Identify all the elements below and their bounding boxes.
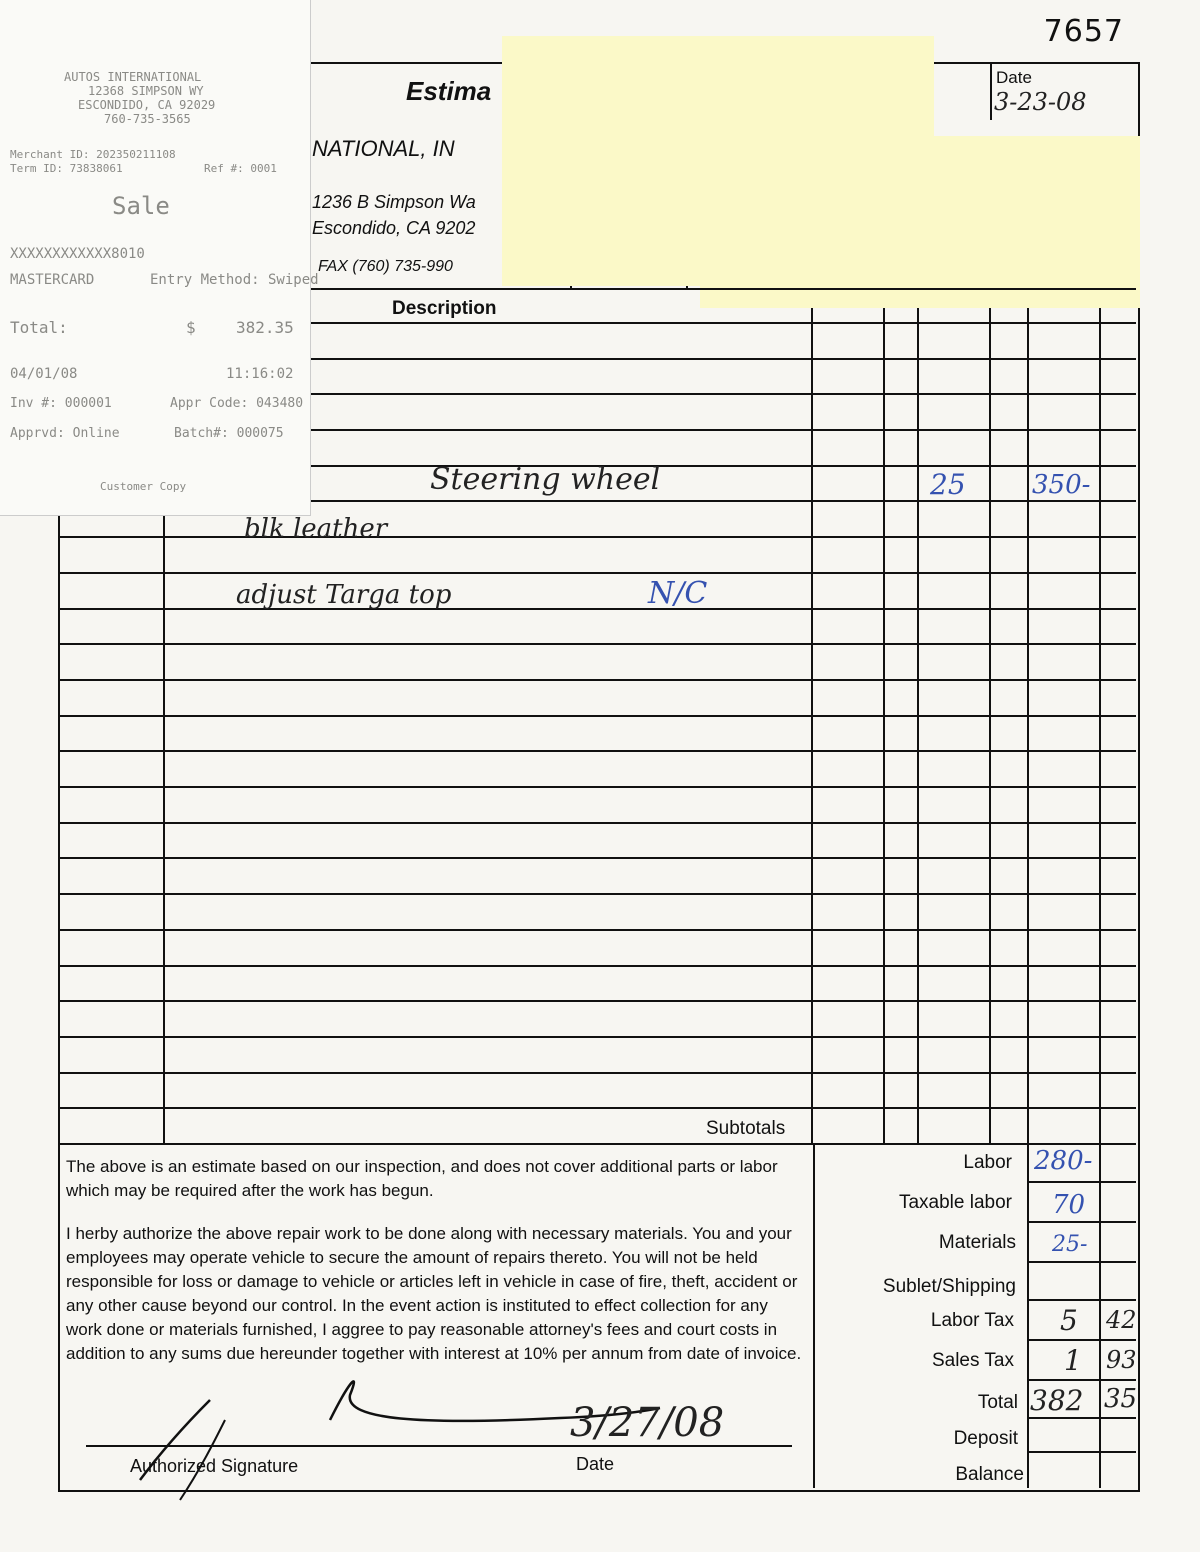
receipt-total-currency: $ — [186, 318, 196, 337]
receipt-entry-method: Entry Method: Swiped — [150, 272, 319, 288]
receipt-merchant-id: Merchant ID: 202350211108 — [10, 148, 176, 161]
receipt-merchant-line1: AUTOS INTERNATIONAL — [64, 70, 202, 84]
authorized-signature-label: Authorized Signature — [130, 1456, 299, 1476]
receipt-sale-type: Sale — [112, 192, 170, 220]
totals-materials-label: Materials — [938, 1232, 1016, 1253]
line-item-materials: 25 — [930, 468, 966, 501]
line-item-description: Steering wheel — [430, 462, 661, 497]
terms-paragraph-authorization: I herby authorize the above repair work to be done along with necessary materials. You and your employees may operate vehicle to secure the amount of repairs thereto. You will not be held responsible for loss or damage to vehicle or articles left in vehicle in case of fire, theft, accident or any other cause beyond our control. In the event action is instituted to effect collection for any work done or materials furnished, I aggree to pay reasonable attorney's fees and court costs in addition to any sums due hereunder together with interest at 10% per annum from date of invoice. — [66, 1224, 802, 1363]
receipt-approved: Apprvd: Online — [10, 426, 120, 441]
receipt-card-number: XXXXXXXXXXXX8010 — [10, 246, 145, 262]
receipt-invoice: Inv #: 000001 — [10, 396, 112, 411]
totals-taxable-labor-label: Taxable labor — [898, 1192, 1012, 1213]
form-serial-number: 7657 — [1043, 14, 1124, 49]
line-item-description: adjust Targa top — [236, 580, 452, 610]
totals-materials-value: 25- — [1052, 1232, 1088, 1257]
company-name: NATIONAL, IN — [312, 136, 455, 161]
receipt-term-id: Term ID: 73838061 — [10, 162, 123, 175]
totals-labor-value: 280- — [1034, 1146, 1093, 1176]
description-header: Description — [392, 298, 497, 319]
receipt-approval-code: Appr Code: 043480 — [170, 396, 304, 411]
line-item-note: N/C — [648, 576, 708, 611]
receipt-total-amount: 382.35 — [236, 318, 294, 337]
date-value: 3-23-08 — [994, 88, 1087, 116]
totals-balance-label: Balance — [955, 1464, 1024, 1485]
totals-labor-tax-dollars: 5 — [1060, 1304, 1078, 1337]
totals-total-cents: 35 — [1104, 1384, 1138, 1414]
totals-labor-tax-label: Labor Tax — [930, 1310, 1014, 1331]
totals-total-dollars: 382 — [1030, 1384, 1084, 1417]
totals-sales-tax-label: Sales Tax — [931, 1350, 1014, 1371]
totals-labor-tax-cents: 42 — [1106, 1306, 1137, 1334]
receipt-batch: Batch#: 000075 — [174, 426, 284, 441]
totals-deposit-label: Deposit — [953, 1428, 1018, 1449]
receipt-merchant-line2: 12368 SIMPSON WY — [88, 84, 204, 98]
terms-paragraph-estimate: The above is an estimate based on our inspection, and does not cover additional parts or labor which may be required after the work has begun. — [66, 1157, 778, 1200]
line-item-labor: 350- — [1032, 470, 1091, 500]
receipt-phone: 760-735-3565 — [104, 112, 191, 126]
totals-labor-label: Labor — [963, 1152, 1012, 1173]
company-address-line2: Escondido, CA 9202 — [312, 218, 476, 238]
company-address-line1: 1236 B Simpson Wa — [312, 192, 476, 212]
receipt-ref: Ref #: 0001 — [204, 162, 277, 175]
signature-date-value: 3/27/08 — [570, 1400, 725, 1446]
receipt-date: 04/01/08 — [10, 366, 78, 382]
form-title: Estima — [406, 76, 492, 106]
receipt-time: 11:16:02 — [226, 366, 294, 382]
totals-sales-tax-dollars: 1 — [1064, 1344, 1082, 1377]
totals-total-label: Total — [977, 1392, 1018, 1413]
company-fax: FAX (760) 735-990 — [318, 258, 453, 275]
signature-date-label: Date — [576, 1454, 615, 1474]
line-item-description: blk leather — [244, 514, 388, 544]
receipt-copy: Customer Copy — [100, 480, 187, 493]
receipt-total-label: Total: — [10, 318, 68, 337]
totals-sublet-label: Sublet/Shipping — [882, 1276, 1016, 1297]
subtotals-label: Subtotals — [706, 1118, 786, 1139]
totals-taxable-labor-value: 70 — [1052, 1190, 1086, 1220]
receipt-card-type: MASTERCARD — [10, 272, 95, 288]
totals-sales-tax-cents: 93 — [1106, 1346, 1137, 1374]
date-label: Date — [996, 68, 1032, 87]
receipt-merchant-line3: ESCONDIDO, CA 92029 — [78, 98, 216, 112]
